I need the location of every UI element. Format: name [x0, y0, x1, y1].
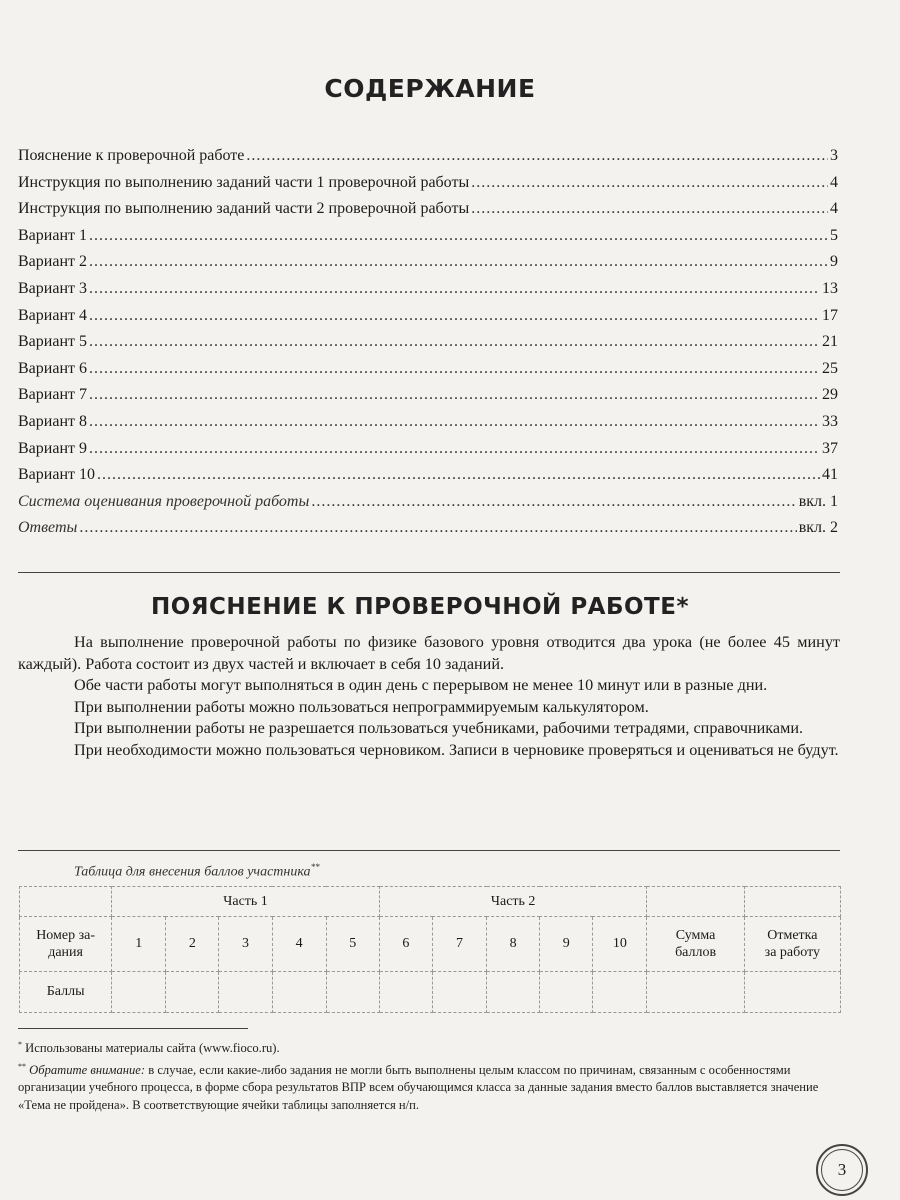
table-caption-text: Таблица для внесения баллов участника [74, 864, 311, 880]
toc-entry-label: Пояснение к проверочной работе [18, 147, 245, 164]
page-number: 3 [837, 1160, 847, 1179]
task-number-cell: 3 [219, 917, 272, 972]
toc-leader-dots [89, 333, 820, 351]
footnote-2-text: в случае, если какие-либо задания не могли быть выполнены целым классом по причинам, связанным с особенностями организации учебного процесса, в форме сбора результатов ВПР всем обучающимся класса за данные задания вместо баллов выставляется значение «Тема не пройдена». В соответствующие ячейки таблицы заполняется н/п. [18, 1062, 819, 1112]
toc-entry [18, 200, 838, 227]
task-number-label [20, 917, 112, 972]
toc-entry [18, 493, 838, 520]
score-input-cell[interactable] [272, 972, 326, 1013]
toc-entry-page: 3 [830, 147, 838, 164]
toc-entry-label: Вариант 3 [18, 279, 87, 297]
sum-score-cell[interactable] [647, 972, 744, 1013]
toc-leader-dots [89, 360, 820, 378]
toc-leader-dots [89, 227, 828, 245]
task-number-label-line2: дания [48, 945, 83, 960]
toc-entry-page: 41 [822, 466, 838, 484]
toc-entry-page: 37 [822, 439, 838, 457]
toc-entry-page: 9 [830, 253, 838, 271]
toc-entry-label: Вариант 8 [18, 412, 87, 430]
toc-leader-dots [89, 413, 820, 431]
sum-header-line1: Сумма [675, 928, 716, 943]
toc-entry [18, 413, 838, 440]
footnote-1-mark: * [18, 1040, 22, 1049]
task-number-cell: 4 [272, 917, 326, 972]
toc-entry-label: Ответы [18, 519, 78, 537]
toc-entry [18, 440, 838, 467]
toc-entry-label: Инструкция по выполнению заданий части 1 проверочной работы [18, 173, 470, 191]
toc-entry-label: Вариант 9 [18, 439, 87, 457]
task-number-cell: 1 [112, 917, 166, 972]
toc-entry-page: 4 [830, 173, 838, 191]
intro-paragraph: При выполнении работы не разрешается пользоваться учебниками, рабочими тетрадями, справочниками. [74, 719, 804, 738]
toc-leader-dots [89, 307, 820, 325]
footnote-2-emphasis: Обратите внимание: [26, 1062, 146, 1077]
intro-paragraph: На выполнение проверочной работы по физике базового уровня отводится два урока (не более 45 минут каждый). Работа состоит из двух частей и включает в себя 10 заданий. [18, 633, 840, 673]
task-number-cell: 2 [166, 917, 219, 972]
toc-entry-label: Вариант 5 [18, 333, 87, 351]
footnote-1 [18, 1036, 840, 1058]
table-header-row [20, 887, 841, 917]
table-corner-cell [20, 887, 112, 917]
toc-entry [18, 466, 838, 493]
toc-title: СОДЕРЖАНИЕ [324, 74, 536, 103]
score-input-cell[interactable] [487, 972, 540, 1013]
score-input-cell[interactable] [540, 972, 593, 1013]
toc-entry-label: Вариант 2 [18, 253, 87, 271]
toc-entry-label: Вариант 6 [18, 359, 87, 377]
toc-leader-dots [97, 466, 820, 484]
task-number-cell: 9 [540, 917, 593, 972]
toc-leader-dots [246, 147, 828, 165]
toc-leader-dots [89, 386, 820, 404]
sum-header-line2: баллов [675, 945, 717, 960]
toc-entry-label: Вариант 1 [18, 226, 87, 244]
task-number-label-line1: Номер за- [36, 928, 96, 943]
toc-entry-label: Вариант 4 [18, 306, 87, 324]
toc-entry-page: 25 [822, 359, 838, 377]
section-divider [18, 572, 840, 573]
score-input-cell[interactable] [219, 972, 272, 1013]
score-row [20, 972, 841, 1013]
toc-entry [18, 147, 838, 174]
footnote-2 [18, 1058, 840, 1115]
toc-entry [18, 174, 838, 201]
toc-entry [18, 519, 838, 546]
grade-header-line1: Отметка [767, 928, 818, 943]
toc-leader-dots [79, 519, 796, 537]
toc-entry-page: 21 [822, 333, 838, 351]
grade-header-spacer [744, 887, 840, 917]
toc-entry-page: 17 [822, 306, 838, 324]
score-input-cell[interactable] [379, 972, 432, 1013]
intro-title-mark: * [676, 594, 689, 620]
intro-paragraph: При выполнении работы можно пользоваться непрограммируемым калькулятором. [74, 697, 649, 716]
table-of-contents [18, 147, 838, 546]
footnote-divider [18, 1028, 248, 1029]
toc-leader-dots [89, 440, 820, 458]
toc-leader-dots [311, 493, 796, 511]
toc-entry [18, 307, 838, 334]
toc-entry [18, 360, 838, 387]
toc-leader-dots [471, 200, 828, 218]
score-table [19, 886, 841, 1013]
toc-leader-dots [89, 280, 820, 298]
score-input-cell[interactable] [593, 972, 647, 1013]
toc-entry-page: 29 [822, 386, 838, 404]
toc-entry-page: 4 [830, 200, 838, 218]
table-caption-mark: ** [310, 862, 320, 872]
part2-header: Часть 2 [379, 887, 647, 917]
toc-entry-page: вкл. 2 [798, 519, 838, 537]
sum-header [647, 917, 744, 972]
grade-header [744, 917, 840, 972]
task-number-cell: 8 [487, 917, 540, 972]
task-number-row [20, 917, 841, 972]
toc-leader-dots [89, 253, 828, 271]
toc-entry-label: Вариант 10 [18, 466, 95, 484]
score-row-label: Баллы [20, 972, 112, 1013]
toc-entry-page: 13 [822, 279, 838, 297]
intro-title [0, 594, 840, 620]
footnotes [18, 1036, 840, 1114]
toc-entry-page: вкл. 1 [798, 492, 838, 510]
toc-entry-page: 5 [830, 226, 838, 244]
toc-entry [18, 227, 838, 254]
intro-paragraph: Обе части работы могут выполняться в один день с перерывом не менее 10 минут или в разные дни. [74, 676, 768, 695]
toc-entry [18, 253, 838, 280]
toc-entry [18, 333, 838, 360]
intro-title-text: ПОЯСНЕНИЕ К ПРОВЕРОЧНОЙ РАБОТЕ [150, 594, 677, 620]
toc-entry-label: Система оценивания проверочной работы [18, 492, 310, 510]
score-input-cell[interactable] [326, 972, 379, 1013]
toc-entry-page: 33 [822, 412, 838, 430]
task-number-cell: 5 [326, 917, 379, 972]
toc-entry-label: Вариант 7 [18, 386, 87, 404]
toc-entry [18, 280, 838, 307]
toc-leader-dots [471, 174, 828, 192]
footnote-1-text: Использованы материалы сайта (www.fioco.ru). [22, 1041, 280, 1056]
task-number-cell: 7 [432, 917, 486, 972]
page-number-badge [816, 1144, 868, 1196]
toc-entry [18, 386, 838, 413]
score-input-cell[interactable] [432, 972, 486, 1013]
table-divider [18, 850, 840, 851]
grade-cell[interactable] [744, 972, 840, 1013]
part1-header: Часть 1 [112, 887, 380, 917]
toc-entry-label: Инструкция по выполнению заданий части 2 проверочной работы [18, 200, 470, 218]
table-caption [74, 862, 320, 881]
task-number-cell: 6 [379, 917, 432, 972]
score-input-cell[interactable] [112, 972, 166, 1013]
score-input-cell[interactable] [166, 972, 219, 1013]
intro-body [18, 632, 840, 762]
task-number-cell: 10 [593, 917, 647, 972]
footnote-2-mark: ** [18, 1061, 26, 1071]
intro-paragraph: При необходимости можно пользоваться черновиком. Записи в черновике проверяться и оцениваться не будут. [74, 740, 839, 759]
sum-header-spacer [647, 887, 744, 917]
grade-header-line2: за работу [764, 945, 821, 960]
